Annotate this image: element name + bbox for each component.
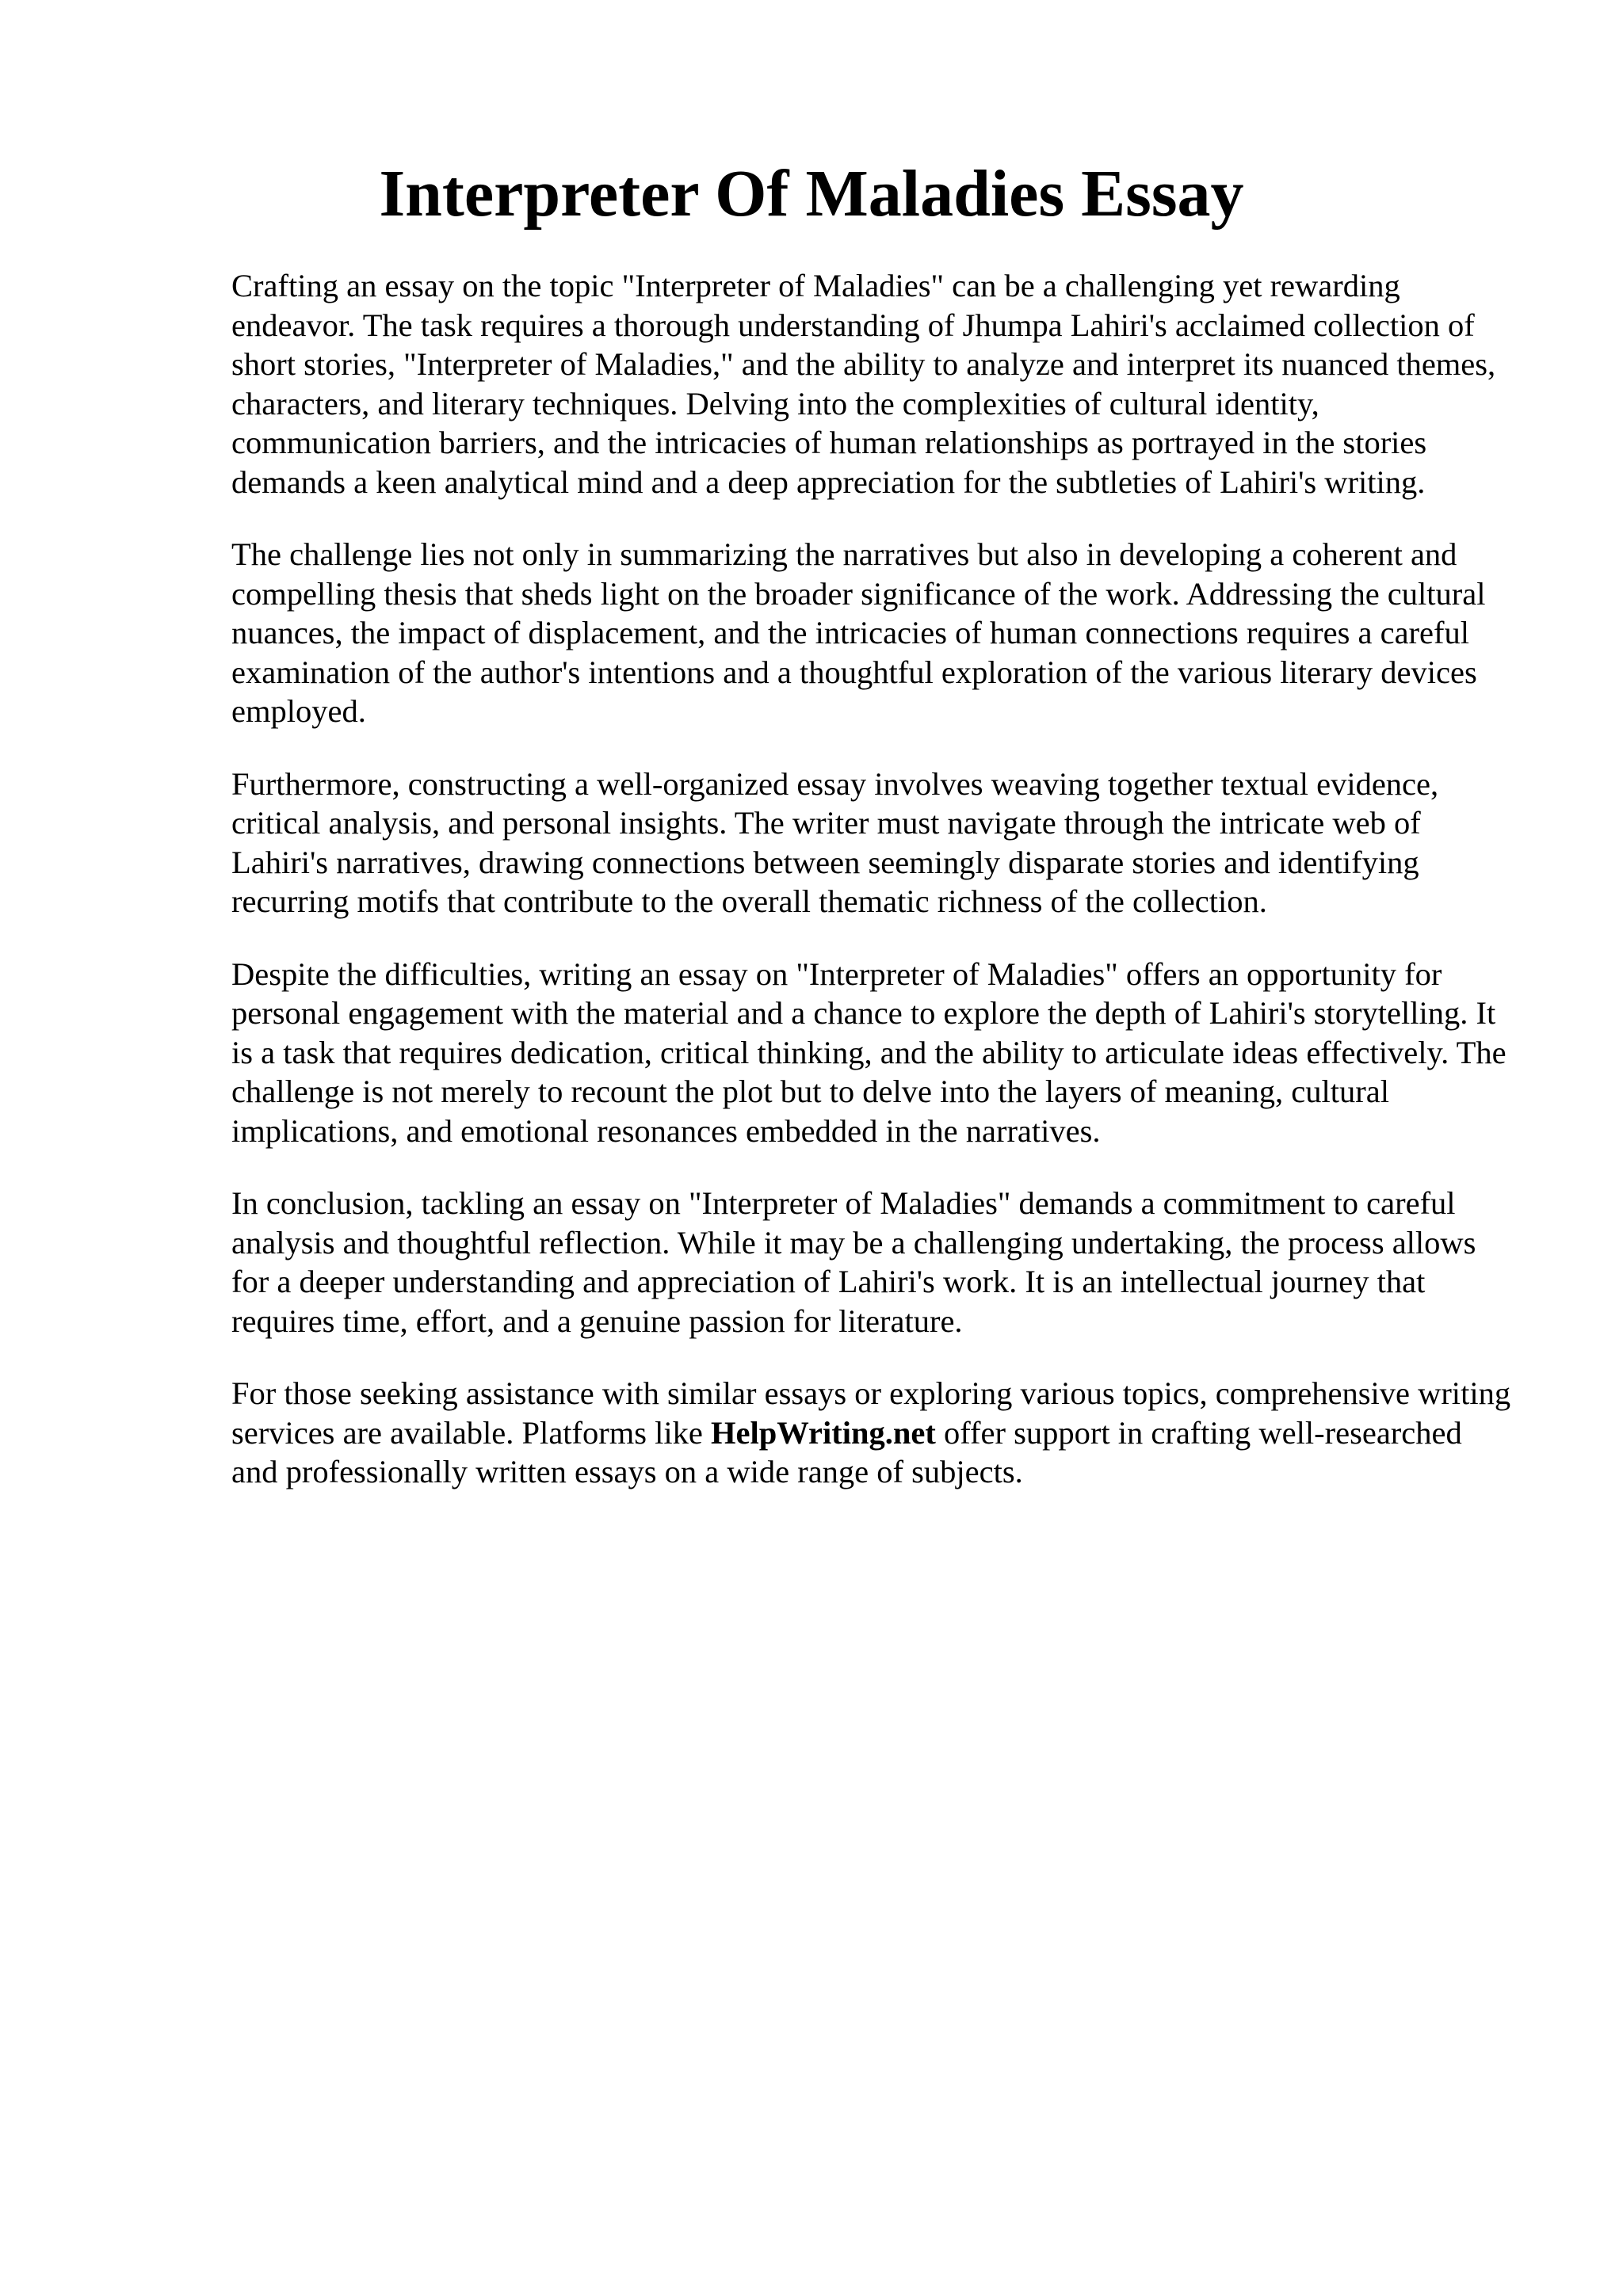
paragraph-4: Despite the difficulties, writing an essay on "Interpreter of Maladies" offers an opportunity for personal engagement with the material and a chance to explore the depth of Lahiri's storytelling. It is a task that requires dedication, critical thinking, and the ability to articulate ideas effectively. The challenge is not merely to recount the plot but to delve into the layers of meaning, cultural implications, and emotional resonances embedded in the narratives. <box>231 955 1507 1149</box>
essay-body <box>231 266 1515 1525</box>
closing-text-before: For those seeking assistance with similar essays or exploring various topics, comprehensive writing services are available. Platforms like <box>231 1375 1511 1451</box>
brand-name: HelpWriting.net <box>711 1414 936 1451</box>
paragraph-1: Crafting an essay on the topic "Interpreter of Maladies" can be a challenging yet rewarding endeavor. The task requires a thorough understanding of Jhumpa Lahiri's acclaimed collection of short stories, "Interpreter of Maladies," and the ability to analyze and interpret its nuanced themes, characters, and literary techniques. Delving into the complexities of cultural identity, communication barriers, and the intricacies of human relationships as portrayed in the stories demands a keen analytical mind and a deep appreciation for the subtleties of Lahiri's writing. <box>231 268 1496 500</box>
paragraph-3: Furthermore, constructing a well-organized essay involves weaving together textual evidence, critical analysis, and personal insights. The writer must navigate through the intricate web of Lahiri's narratives, drawing connections between seemingly disparate stories and identifying recurring motifs that contribute to the overall thematic richness of the collection. <box>231 765 1439 919</box>
page-title: Interpreter Of Maladies Essay <box>379 157 1244 231</box>
closing-paragraph <box>231 1374 1515 1492</box>
closing-text-after: offer support in crafting well-researched and professionally written essays on a wide range of subjects. <box>231 1414 1462 1489</box>
paragraph-2: The challenge lies not only in summarizing the narratives but also in developing a coherent and compelling thesis that sheds light on the broader significance of the work. Addressing the cultural nuances, the impact of displacement, and the intricacies of human connections requires a careful examination of the author's intentions and a thoughtful exploration of the various literary devices employed. <box>231 536 1486 729</box>
paragraph-5: In conclusion, tackling an essay on "Interpreter of Maladies" demands a commitment to careful analysis and thoughtful reflection. While it may be a challenging undertaking, the process allows for a deeper understanding and appreciation of Lahiri's work. It is an intellectual journey that requires time, effort, and a genuine passion for literature. <box>231 1185 1476 1339</box>
